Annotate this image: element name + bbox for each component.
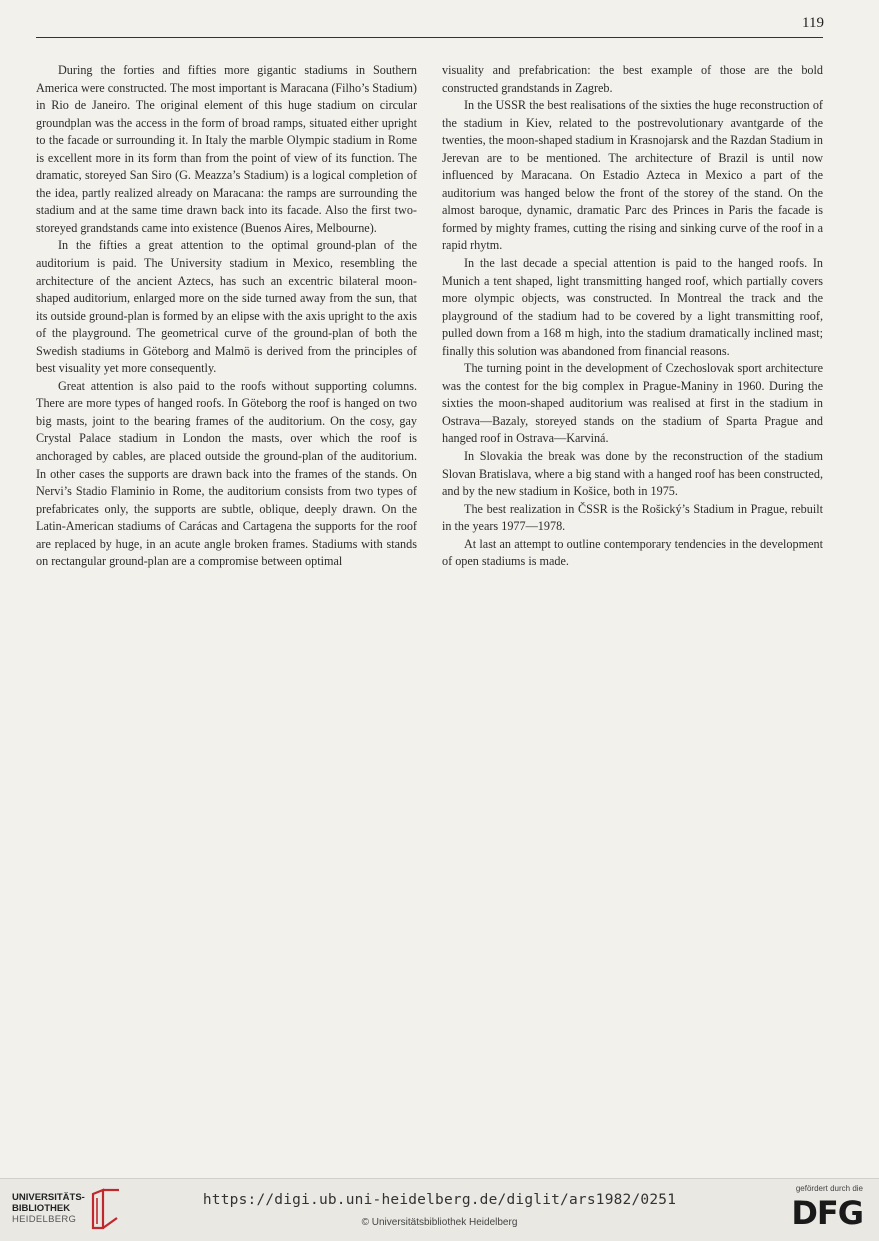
copyright-notice: © Universitätsbibliothek Heidelberg <box>361 1217 518 1228</box>
right-paragraph-3: In the last decade a special attention is paid to the hanged roofs. In Munich a tent shaped, light transmitting hanged roof, which partially covers more olympic objects, was constructed. In Montreal the track and the playground of the stadium had to be covered by a light transmitting roof, pulled down from a 168 m high, into the stadium dramatically inclined mast; finally this solution was abandoned from financial reasons. <box>442 256 823 358</box>
right-paragraph-6: The best realization in ČSSR is the Rošický’s Stadium in Prague, rebuilt in the years 1977—1978. <box>442 501 823 534</box>
right-paragraph-1: visuality and prefabrication: the best example of those are the bold constructed grandstands in Zagreb. <box>442 63 823 95</box>
dfg-funding[interactable] <box>773 1184 863 1234</box>
right-paragraph-2: In the USSR the best realisations of the sixties the huge reconstruction of the stadium in Kiev, related to the postrevolutionary avantgarde of the twenties, the moon-shaped stadium in Krasnojarsk and the Razdan Stadium in Jerevan are to be mentioned. The architecture of Brazil is until now influenced by Maracana. On Estadio Azteca in Mexico a part of the auditorium was hanged below the front of the storey of the stand. On the almost baroque, dynamic, dramatic Parc des Princes in Paris the facade is formed by mighty frames, cutting the rising and sinking curve of the roof in a rapid rhytm. <box>442 98 823 253</box>
left-paragraph-3: Great attention is also paid to the roofs without supporting columns. There are more types of hanged roofs. In Göteborg the roof is hanged on two big masts, joint to the bearing frames of the auditorium. On the cosy, gay Crystal Palace stadium in London the masts, over which the roof is anchoraged by cables, are placed outside the ground-plan of the auditorium. In other cases the supports are drawn back into the frames of the stands. On Nervi’s Stadio Flaminio in Rome, the auditorium consists from two types of prefabricates only, the supports are subtle, oblique, deeply drawn. On the Latin-American stadiums of Carácas and Cartagena the supports for the roof are replaced by huge, in an acute angle broken frames. Stadiums with stands on rectangular ground-plan are a compromise between optimal <box>36 378 417 569</box>
left-column <box>36 62 417 571</box>
library-name-line-2: BIBLIOTHEK <box>12 1203 71 1214</box>
library-name-line-1: UNIVERSITÄTS- <box>12 1192 85 1203</box>
footer-bar <box>0 1178 879 1241</box>
right-column <box>442 62 823 571</box>
left-paragraph-2: In the fifties a great attention to the optimal ground-plan of the auditorium is paid. The University stadium in Mexico, resembling the architecture of the ancient Aztecs, has such an excentric bilateral moon-shaped auditorium, enlarged more on the side turned away from the sun, that its outside ground-plan is formed by an elipse with the axis upright to the axis of the playground. The geometrical curve of the ground-plan of both the Swedish stadiums in Göteborg and Malmö is derived from the principles of best visuality yet more consequently. <box>36 238 417 376</box>
header-rule <box>36 37 823 38</box>
funding-caption: gefördert durch die <box>795 1184 863 1193</box>
right-paragraph-7: At last an attempt to outline contemporary tendencies in the development of open stadiums is made. <box>442 536 823 569</box>
permalink-url[interactable]: https://digi.ub.uni-heidelberg.de/diglit/ars1982/0251 <box>202 1192 677 1208</box>
dfg-logo: DFG <box>791 1194 863 1232</box>
right-paragraph-5: In Slovakia the break was done by the reconstruction of the stadium Slovan Bratislava, where a big stand with a hanged roof has been constructed, and by the new stadium in Košice, both in 1975. <box>442 449 823 499</box>
page-number: 119 <box>802 15 824 31</box>
left-paragraph-1: During the forties and fifties more gigantic stadiums in Southern America were constructed. The most important is Maracana (Filho’s Stadium) in Rio de Janeiro. The original element of this huge stadium on circular groundplan was the access in the form of broad ramps, situated either upright to the facade or surrounding it. In Italy the marble Olympic stadium in Rome is excellent more in its form than from the point of view of its function. The dramatic, storeyed San Siro (G. Meazza’s Stadium) is a logical completion of the idea, partly realized already on Maracana: the ramps are surrounding the stadium and at the same time drawn back into its facade. Also the first two-storeyed grandstands came into existence (Buenos Aires, Melbourne). <box>36 63 417 235</box>
library-name-line-3: HEIDELBERG <box>12 1214 77 1225</box>
right-paragraph-4: The turning point in the development of Czechoslovak sport architecture was the contest for the big complex in Prague-Maniny in 1960. During the sixties the moon-shaped auditorium was realised at first in the stadium in Ostrava—Bazaly, storeyed stands on the stadium of Sparta Prague and hanged roof in Ostrava—Karviná. <box>442 361 823 446</box>
